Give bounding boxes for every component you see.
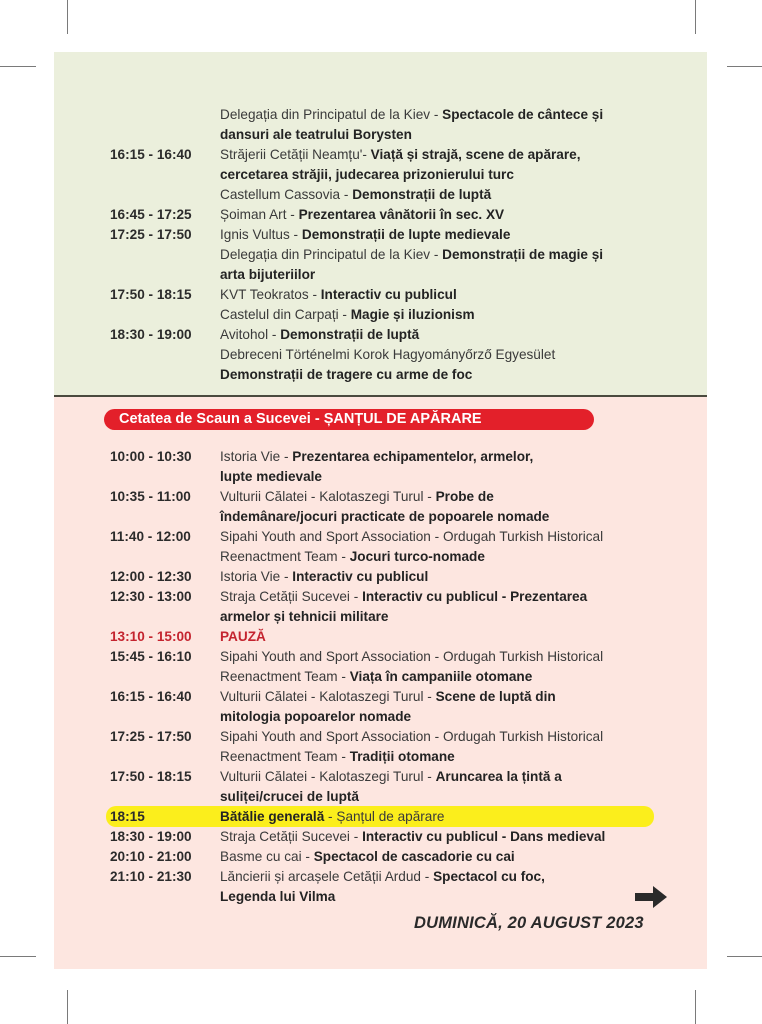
schedule-row [54,105,707,125]
activity-title: Demonstrații de magie și [442,247,604,262]
bottom-schedule [54,447,707,907]
schedule-row [54,345,707,365]
schedule-row [54,647,707,667]
time-slot [54,667,220,687]
performer-name: Vulturii Călatei - Kalotaszegi Turul [220,489,424,504]
time-slot [54,345,220,365]
performer-name: Castellum Cassovia [220,187,341,202]
activity-description [220,827,660,847]
schedule-row [54,827,707,847]
activity-description [220,667,660,687]
performer-name: Sipahi Youth and Sport Association - Ordugah Turkish Historical [220,529,604,544]
separator: - [423,769,436,784]
activity-title: Tradiții otomane [349,749,455,764]
performer-name: Străjerii Cetății Neamțu' [220,147,363,162]
schedule-row [54,185,707,205]
activity-title: Demonstrații de luptă [280,327,420,342]
schedule-row [54,807,707,827]
activity-description [220,325,660,345]
schedule-row [54,747,707,767]
separator: - [430,247,443,262]
activity-description [220,527,660,547]
activity-title: Bătălie generală [220,809,325,824]
activity-description [220,547,660,567]
time-slot: 17:25 - 17:50 [110,729,192,744]
activity-title: Interactiv cu publicul - Prezentarea [362,589,588,604]
activity-description [220,365,660,385]
program-page [54,52,707,969]
performer-name: Delegația din Principatul de la Kiev [220,247,431,262]
time-slot [54,245,220,265]
activity-title: suliței/crucei de luptă [220,789,359,804]
schedule-row [54,145,707,165]
activity-title: Viața în campaniile otomane [349,669,533,684]
performer-name: Ignis Vultus [220,227,290,242]
activity-description [220,747,660,767]
activity-description [220,165,660,185]
activity-title: Prezentarea echipamentelor, armelor, [292,449,534,464]
schedule-row [54,365,707,385]
schedule-row [54,487,707,507]
separator: - [268,327,281,342]
activity-title: Interactiv cu publicul - Dans medieval [362,829,606,844]
activity-description [220,265,660,285]
activity-description [220,345,660,365]
time-slot [54,507,220,527]
separator: - [421,869,434,884]
section-title: Cetatea de Scaun a Sucevei - ȘANȚUL DE APĂRARE [104,409,594,430]
activity-description [220,627,660,647]
separator: - [349,829,363,844]
performer-name: Reenactment Team [220,669,338,684]
activity-title: Demonstrații de lupte medievale [301,227,511,242]
schedule-row [54,607,707,627]
activity-title: lupte medievale [220,469,322,484]
activity-description [220,487,660,507]
time-slot: 18:15 [110,809,145,824]
activity-description [220,105,660,125]
separator: - [349,589,363,604]
performer-name: Debreceni Történelmi Korok Hagyományőrző Egyesület [220,347,556,362]
time-slot: 12:30 - 13:00 [110,589,192,604]
activity-description [220,467,660,487]
top-schedule [54,105,707,385]
time-slot: 15:45 - 16:10 [110,649,192,664]
schedule-row [54,467,707,487]
schedule-row [54,285,707,305]
schedule-row [54,567,707,587]
performer-name: KVT Teokratos [220,287,309,302]
activity-description [220,507,660,527]
activity-title: Demonstrații de tragere cu arme de foc [220,367,473,382]
activity-description [220,847,660,867]
performer-name: Șoiman Art [220,207,287,222]
time-slot: 21:10 - 21:30 [110,869,192,884]
schedule-row [54,507,707,527]
time-slot [54,305,220,325]
activity-description [220,607,660,627]
arrow-right-icon [635,886,667,908]
time-slot [54,707,220,727]
separator: - [337,549,350,564]
activity-description [220,447,660,467]
time-slot: 16:15 - 16:40 [110,147,192,162]
separator: - [280,449,293,464]
performer-name: Lăncierii și arcașele Cetății Ardud [220,869,421,884]
schedule-row [54,727,707,747]
schedule-row [54,225,707,245]
activity-title: PAUZĂ [220,629,266,644]
time-slot [54,547,220,567]
time-slot [54,747,220,767]
schedule-row [54,847,707,867]
schedule-row [54,527,707,547]
performer-name: Sipahi Youth and Sport Association - Ordugah Turkish Historical [220,649,604,664]
activity-title: armelor și tehnicii militare [220,609,389,624]
activity-title: Spectacol cu foc, [433,869,545,884]
time-slot [54,887,220,907]
activity-description [220,225,660,245]
time-slot [54,265,220,285]
separator: - [423,489,436,504]
schedule-row [54,245,707,265]
activity-title: îndemânare/jocuri practicate de popoarele nomade [220,509,550,524]
time-slot: 11:40 - 12:00 [110,529,191,544]
activity-description [220,587,660,607]
activity-description [220,125,660,145]
time-slot [54,165,220,185]
schedule-row [54,205,707,225]
performer-name: Istoria Vie [220,569,281,584]
schedule-row [54,325,707,345]
activity-description [220,647,660,667]
crop-mark [67,990,68,1024]
activity-description [220,687,660,707]
separator: - [337,669,350,684]
activity-title: cercetarea străjii, judecarea prizonierului turc [220,167,514,182]
schedule-row [54,547,707,567]
activity-title: Jocuri turco-nomade [349,549,485,564]
schedule-row [54,165,707,185]
time-slot: 12:00 - 12:30 [110,569,192,584]
schedule-row [54,787,707,807]
separator: - [362,147,371,162]
time-slot: 10:35 - 11:00 [110,489,191,504]
activity-description [220,867,660,887]
crop-mark [695,990,696,1024]
activity-title: Scene de luptă din [435,689,556,704]
performer-name: Avitohol [220,327,269,342]
activity-title: Spectacole de cântece și [442,107,604,122]
crop-mark [0,956,36,957]
schedule-row [54,667,707,687]
schedule-row [54,767,707,787]
schedule-row [54,627,707,647]
separator: - [301,849,314,864]
time-slot: 20:10 - 21:00 [110,849,192,864]
performer-name: Reenactment Team [220,749,338,764]
activity-description [220,887,660,907]
time-slot [54,607,220,627]
time-slot: 16:45 - 17:25 [110,207,192,222]
performer-name: Vulturii Călatei - Kalotaszegi Turul [220,689,424,704]
separator: - [337,749,350,764]
time-slot: 17:25 - 17:50 [110,227,192,242]
performer-name: Șanțul de apărare [336,809,445,824]
performer-name: Vulturii Călatei - Kalotaszegi Turul [220,769,424,784]
activity-title: Probe de [435,489,494,504]
activity-title: Interactiv cu publicul [292,569,429,584]
activity-description [220,727,660,747]
time-slot: 17:50 - 18:15 [110,769,192,784]
schedule-row [54,265,707,285]
time-slot [54,467,220,487]
time-slot [54,787,220,807]
activity-description [220,567,660,587]
activity-description [220,807,660,827]
activity-title: Magie și iluzionism [350,307,475,322]
activity-description [220,305,660,325]
time-slot: 18:30 - 19:00 [110,829,192,844]
time-slot: 18:30 - 19:00 [110,327,192,342]
separator: - [289,227,302,242]
schedule-row [54,587,707,607]
separator: - [430,107,443,122]
performer-name: Straja Cetății Sucevei [220,829,350,844]
activity-title: Aruncarea la țintă a [435,769,562,784]
schedule-row [54,687,707,707]
activity-description [220,787,660,807]
schedule-row [54,305,707,325]
activity-title: Demonstrații de luptă [352,187,492,202]
performer-name: Sipahi Youth and Sport Association - Ordugah Turkish Historical [220,729,604,744]
schedule-row [54,125,707,145]
activity-description [220,245,660,265]
time-slot: 13:10 - 15:00 [110,629,192,644]
crop-mark [67,0,68,34]
time-slot [54,365,220,385]
schedule-row [54,707,707,727]
crop-mark [695,0,696,34]
separator: - [423,689,436,704]
activity-description [220,205,660,225]
activity-title: Viață și strajă, scene de apărare, [370,147,581,162]
performer-name: Castelul din Carpați [220,307,339,322]
activity-title: arta bijuteriilor [220,267,316,282]
separator: - [280,569,293,584]
activity-title: Legenda lui Vilma [220,889,336,904]
activity-description [220,185,660,205]
activity-description [220,145,660,165]
activity-description [220,285,660,305]
schedule-row [54,447,707,467]
crop-mark [0,66,36,67]
time-slot [54,185,220,205]
activity-title: mitologia popoarelor nomade [220,709,412,724]
separator: - [308,287,321,302]
activity-title: Spectacol de cascadorie cu cai [313,849,515,864]
time-slot: 17:50 - 18:15 [110,287,192,302]
performer-name: Straja Cetății Sucevei [220,589,350,604]
crop-mark [727,956,762,957]
performer-name: Basme cu cai [220,849,302,864]
time-slot: 16:15 - 16:40 [110,689,192,704]
time-slot: 10:00 - 10:30 [110,449,192,464]
time-slot [54,125,220,145]
activity-title: Interactiv cu publicul [320,287,457,302]
crop-mark [727,66,762,67]
separator: - [286,207,299,222]
separator: - [338,307,351,322]
activity-description [220,767,660,787]
performer-name: Istoria Vie [220,449,281,464]
performer-name: Delegația din Principatul de la Kiev [220,107,431,122]
schedule-row [54,867,707,887]
activity-description [220,707,660,727]
next-day-date: DUMINICĂ, 20 AUGUST 2023 [414,914,644,932]
schedule-row [54,887,707,907]
separator: - [324,809,337,824]
separator: - [340,187,353,202]
activity-title: dansuri ale teatrului Borysten [220,127,412,142]
activity-title: Prezentarea vânătorii în sec. XV [298,207,505,222]
performer-name: Reenactment Team [220,549,338,564]
time-slot [54,105,220,125]
